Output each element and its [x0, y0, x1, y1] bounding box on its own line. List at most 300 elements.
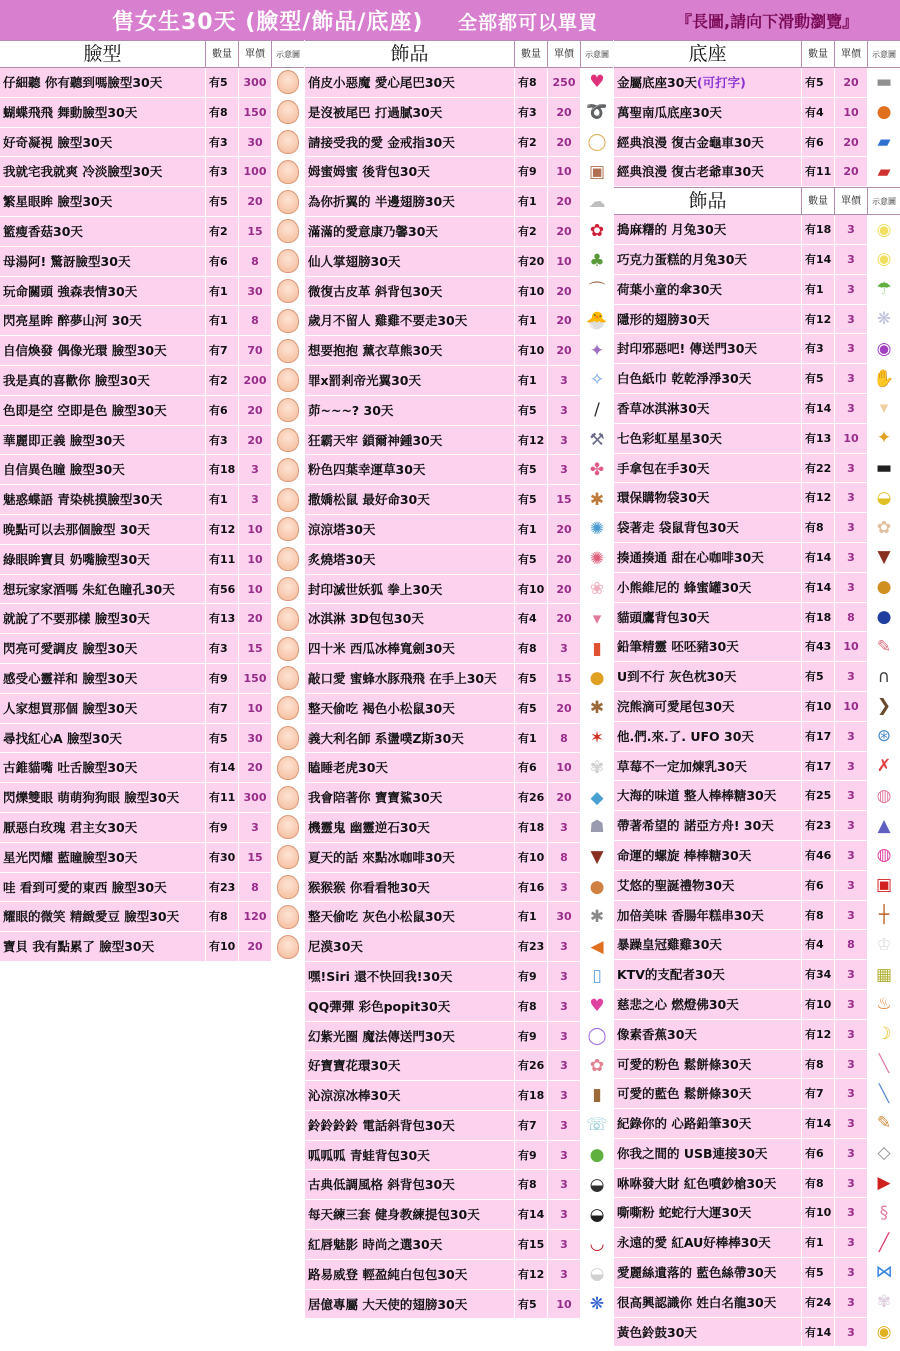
table-row[interactable] [0, 604, 304, 634]
base-table [614, 40, 900, 1347]
item-qty: 有14 [802, 543, 835, 572]
table-row[interactable] [305, 694, 613, 724]
table-row[interactable] [614, 1288, 900, 1318]
item-qty: 有4 [802, 930, 835, 959]
item-preview [272, 664, 304, 693]
item-price: 8 [835, 603, 868, 632]
table-row[interactable] [305, 932, 613, 962]
item-qty: 有1 [206, 485, 239, 514]
item-name [305, 1051, 515, 1080]
table-row[interactable] [0, 157, 304, 187]
item-price: 120 [239, 902, 272, 931]
item-preview [581, 485, 613, 514]
table-row[interactable] [305, 1022, 613, 1052]
item-name-text: 荷葉小童的傘30天 [617, 281, 722, 297]
table-row[interactable] [614, 930, 900, 960]
face-icon [277, 607, 299, 631]
item-price: 3 [239, 455, 272, 484]
item-qty: 有6 [206, 247, 239, 276]
table-row[interactable] [614, 305, 900, 335]
item-name [305, 1290, 515, 1319]
table-row[interactable] [305, 604, 613, 634]
table-row[interactable] [614, 811, 900, 841]
wing-icon: ✧ [589, 370, 605, 391]
item-qty: 有10 [515, 575, 548, 604]
item-name-text: 閃爍雙眼 萌萌狗狗眼 臉型30天 [3, 790, 180, 806]
table-row[interactable] [305, 1200, 613, 1230]
item-name [0, 813, 206, 842]
accessory-table-header [305, 40, 613, 68]
ufo-icon: ⊛ [876, 726, 892, 747]
item-name-text: 貓頭鷹背包30天 [617, 609, 710, 625]
table-row[interactable] [614, 990, 900, 1020]
table-row[interactable] [614, 334, 900, 364]
table-row[interactable] [614, 960, 900, 990]
item-preview [272, 485, 304, 514]
table-row[interactable] [0, 128, 304, 158]
face-icon [277, 577, 299, 601]
item-name-text: 紅唇魅影 時尚之選30天 [308, 1237, 443, 1253]
item-name-text: 撒嬌松鼠 最好命30天 [308, 492, 430, 508]
item-preview [581, 396, 613, 425]
item-price: 10 [239, 515, 272, 544]
table-row[interactable] [614, 157, 900, 187]
qty-header: 數量 [206, 41, 239, 67]
table-row[interactable] [305, 664, 613, 694]
item-name-text: 炙燒塔30天 [308, 551, 376, 567]
table-row[interactable] [0, 455, 304, 485]
item-qty: 有17 [802, 722, 835, 751]
table-row[interactable] [305, 217, 613, 247]
table-row[interactable] [305, 455, 613, 485]
item-name [305, 455, 515, 484]
item-name [305, 1141, 515, 1170]
table-row[interactable] [305, 366, 613, 396]
table-row[interactable] [614, 1109, 900, 1139]
table-row[interactable] [305, 1170, 613, 1200]
table-row[interactable] [0, 575, 304, 605]
table-row[interactable] [305, 902, 613, 932]
face-icon [277, 875, 299, 899]
item-name-text: 帶著希望的 諾亞方舟! 30天 [617, 818, 774, 834]
item-name [305, 575, 515, 604]
item-price: 3 [548, 962, 581, 991]
item-qty: 有9 [206, 664, 239, 693]
item-name-text: 瞌睡老虎30天 [308, 760, 388, 776]
item-name-text: 沁涼涼冰棒30天 [308, 1088, 401, 1104]
preview-header: 示意圖 [872, 50, 896, 59]
table-row[interactable] [614, 901, 900, 931]
item-price: 15 [548, 485, 581, 514]
table-row[interactable] [305, 515, 613, 545]
item-price: 15 [239, 843, 272, 872]
table-row[interactable] [305, 634, 613, 664]
table-row[interactable] [614, 483, 900, 513]
table-row[interactable] [0, 545, 304, 575]
item-preview [581, 902, 613, 931]
table-row[interactable] [0, 515, 304, 545]
item-name [614, 662, 802, 691]
item-qty: 有3 [515, 98, 548, 127]
item-price: 3 [835, 901, 868, 930]
table-row[interactable] [305, 1260, 613, 1290]
item-name [614, 128, 802, 157]
item-preview [581, 98, 613, 127]
item-name-text: 封印滅世妖狐 拳上30天 [308, 581, 443, 597]
table-row[interactable] [305, 68, 613, 98]
pencil-icon: ✎ [876, 1113, 892, 1134]
item-qty: 有9 [206, 813, 239, 842]
table-row[interactable] [614, 603, 900, 633]
table-row[interactable] [0, 753, 304, 783]
item-price: 3 [835, 1050, 868, 1079]
table-row[interactable] [305, 575, 613, 605]
table-row[interactable] [0, 98, 304, 128]
item-name [0, 724, 206, 753]
item-price: 150 [239, 98, 272, 127]
item-name-text: 厭惡白玫瑰 君主女30天 [3, 819, 138, 835]
table-row[interactable] [614, 1050, 900, 1080]
item-name-text: 請接受我的愛 金戒指30天 [308, 134, 455, 150]
table-row[interactable] [305, 426, 613, 456]
table-row[interactable] [305, 1141, 613, 1171]
table-row[interactable] [614, 215, 900, 245]
table-row[interactable] [0, 843, 304, 873]
item-qty: 有8 [515, 68, 548, 97]
bag-icon: ⌒ [588, 280, 606, 301]
table-row[interactable] [0, 306, 304, 336]
item-name [614, 1258, 802, 1287]
table-row[interactable] [305, 336, 613, 366]
table-row[interactable] [305, 1230, 613, 1260]
table-row[interactable] [305, 992, 613, 1022]
table-row[interactable] [0, 634, 304, 664]
face-icon [277, 368, 299, 392]
table-row[interactable] [305, 753, 613, 783]
table-row[interactable] [0, 485, 304, 515]
table-row[interactable] [305, 306, 613, 336]
item-name [614, 722, 802, 751]
item-name-text: 母湯阿! 驚訝臉型30天 [3, 253, 131, 269]
accessory-table-2-title: 飾品 [614, 188, 802, 214]
table-row[interactable] [614, 632, 900, 662]
item-qty: 有10 [515, 336, 548, 365]
table-row[interactable] [0, 873, 304, 903]
item-name [614, 483, 802, 512]
item-name-text: 暴躁皇冠雞雞30天 [617, 937, 722, 953]
table-row[interactable] [0, 813, 304, 843]
table-row[interactable] [614, 98, 900, 128]
item-qty: 有8 [515, 1170, 548, 1199]
item-name [614, 305, 802, 334]
item-qty: 有7 [802, 1079, 835, 1108]
table-row[interactable] [614, 1228, 900, 1258]
rainbow-star-icon: ✦ [876, 428, 892, 449]
table-row[interactable] [305, 157, 613, 187]
item-qty: 有12 [802, 1020, 835, 1049]
table-row[interactable] [614, 424, 900, 454]
item-name [0, 68, 206, 97]
item-name [614, 215, 802, 244]
item-qty: 有8 [802, 901, 835, 930]
table-row[interactable] [614, 662, 900, 692]
item-preview [272, 455, 304, 484]
portal-icon: ◉ [876, 338, 892, 359]
item-qty: 有1 [515, 724, 548, 753]
item-name-text: 閃亮星眸 醉夢山河 30天 [3, 313, 142, 329]
table-row[interactable] [305, 98, 613, 128]
table-row[interactable] [0, 366, 304, 396]
item-price: 3 [835, 245, 868, 274]
item-name-text: 猴猴猴 你看看牠30天 [308, 879, 430, 895]
item-qty: 有3 [206, 157, 239, 186]
table-row[interactable] [614, 692, 900, 722]
item-price: 3 [548, 1051, 581, 1080]
table-row[interactable] [614, 128, 900, 158]
item-price: 300 [239, 783, 272, 812]
table-row[interactable] [305, 545, 613, 575]
item-name-text: 白色紙巾 乾乾淨淨30天 [617, 371, 752, 387]
item-price: 10 [239, 694, 272, 723]
item-name-text: 七色彩虹星星30天 [617, 430, 722, 446]
table-row[interactable] [614, 245, 900, 275]
table-row[interactable] [614, 394, 900, 424]
table-row[interactable] [614, 543, 900, 573]
item-qty: 有1 [206, 277, 239, 306]
table-row[interactable] [0, 68, 304, 98]
item-qty: 有2 [206, 366, 239, 395]
table-row[interactable] [614, 1318, 900, 1348]
waffle-stick-icon: ╲ [878, 1053, 890, 1074]
table-row[interactable] [305, 843, 613, 873]
car-icon: ▰ [877, 161, 891, 182]
item-qty: 有4 [515, 604, 548, 633]
popsicle-icon: ▮ [592, 1085, 602, 1106]
face-icon [277, 309, 299, 333]
item-name-text: 呱呱呱 青蛙背包30天 [308, 1147, 430, 1163]
table-row[interactable] [614, 1020, 900, 1050]
table-row[interactable] [614, 275, 900, 305]
item-name-text: 大海的味道 整人棒棒糖30天 [617, 788, 777, 804]
item-preview [868, 841, 900, 870]
item-price: 10 [548, 157, 581, 186]
item-name [0, 545, 206, 574]
table-row[interactable] [305, 485, 613, 515]
item-price: 3 [835, 1258, 868, 1287]
chicken-icon: 🐣 [586, 310, 608, 331]
item-qty: 有8 [515, 992, 548, 1021]
item-price: 3 [835, 1139, 868, 1168]
item-name [305, 664, 515, 693]
item-qty: 有2 [206, 217, 239, 246]
table-row[interactable] [0, 932, 304, 962]
item-name-text: 想要抱抱 薰衣草熊30天 [308, 343, 443, 359]
item-price: 20 [548, 515, 581, 544]
item-qty: 有5 [515, 1290, 548, 1319]
face-icon [277, 130, 299, 154]
preview-header: 示意圖 [276, 50, 300, 59]
table-row[interactable] [614, 781, 900, 811]
table-row[interactable] [305, 187, 613, 217]
table-row[interactable] [305, 962, 613, 992]
table-row[interactable] [614, 364, 900, 394]
item-name-text: 滿滿的愛意康乃馨30天 [308, 223, 438, 239]
table-row[interactable] [0, 187, 304, 217]
table-row[interactable] [0, 426, 304, 456]
table-row[interactable] [614, 1198, 900, 1228]
item-preview [581, 68, 613, 97]
item-qty: 有1 [802, 275, 835, 304]
table-row[interactable] [305, 247, 613, 277]
table-row[interactable] [0, 336, 304, 366]
item-preview [868, 632, 900, 661]
item-qty: 有22 [802, 454, 835, 483]
item-name-text: 愛麗絲遺落的 藍色絲帶30天 [617, 1265, 777, 1281]
clover-icon: ✤ [589, 459, 605, 480]
table-row[interactable] [614, 454, 900, 484]
item-preview [868, 98, 900, 127]
item-preview [272, 306, 304, 335]
table-row[interactable] [614, 722, 900, 752]
item-name-text: 經典浪漫 復古老爺車30天 [617, 164, 764, 180]
item-qty: 有18 [515, 1081, 548, 1110]
item-preview [581, 1141, 613, 1170]
item-qty: 有11 [206, 545, 239, 574]
item-name-text: 咻咻發大財 紅色噴鈔槍30天 [617, 1175, 777, 1191]
table-row[interactable] [305, 1081, 613, 1111]
pig-icon: ✎ [876, 636, 892, 657]
table-row[interactable] [0, 724, 304, 754]
item-price: 20 [548, 575, 581, 604]
item-price: 20 [548, 277, 581, 306]
table-row[interactable] [614, 752, 900, 782]
table-row[interactable] [305, 1111, 613, 1141]
item-name-text: 命運的螺旋 棒棒糖30天 [617, 847, 752, 863]
wing-icon: ❋ [589, 1294, 605, 1315]
item-name [305, 1230, 515, 1259]
item-preview [581, 634, 613, 663]
item-price: 10 [835, 632, 868, 661]
item-name [305, 902, 515, 931]
item-preview [868, 603, 900, 632]
item-price: 8 [548, 724, 581, 753]
item-name-text: 可愛的粉色 鬆餅條30天 [617, 1056, 752, 1072]
face-icon [277, 517, 299, 541]
table-row[interactable] [305, 783, 613, 813]
table-row[interactable] [305, 1290, 613, 1320]
table-row[interactable] [0, 247, 304, 277]
item-price: 8 [239, 247, 272, 276]
table-row[interactable] [0, 277, 304, 307]
item-name-text: 嘿!Siri 還不快回我!30天 [308, 968, 453, 984]
usb-icon: ◇ [877, 1143, 891, 1164]
item-qty: 有10 [802, 1198, 835, 1227]
table-row[interactable] [0, 783, 304, 813]
price-header: 單價 [835, 188, 868, 214]
item-name-text: 尼漠30天 [308, 939, 363, 955]
item-preview [868, 483, 900, 512]
kangaroo-icon: ✿ [876, 517, 892, 538]
item-qty: 有26 [515, 1051, 548, 1080]
lips-icon: ◡ [589, 1234, 605, 1255]
table-row[interactable] [614, 1258, 900, 1288]
table-row[interactable] [614, 841, 900, 871]
table-row[interactable] [614, 1079, 900, 1109]
table-row[interactable] [614, 1169, 900, 1199]
item-preview [868, 930, 900, 959]
table-row[interactable] [0, 396, 304, 426]
table-row[interactable] [614, 513, 900, 543]
table-row[interactable] [614, 68, 900, 98]
shopping-bag-icon: ◒ [876, 487, 892, 508]
table-row[interactable] [0, 694, 304, 724]
ribbon-icon: ⋈ [875, 1262, 893, 1283]
item-preview [581, 366, 613, 395]
item-qty: 有2 [515, 128, 548, 157]
item-qty: 有13 [802, 424, 835, 453]
base-rows [614, 68, 900, 187]
item-preview [581, 128, 613, 157]
icecream-icon: ▾ [592, 608, 602, 629]
table-row[interactable] [305, 1051, 613, 1081]
item-preview [868, 871, 900, 900]
item-preview [272, 157, 304, 186]
face-icon [277, 666, 299, 690]
item-name [0, 753, 206, 782]
preview-header: 示意圖 [872, 197, 896, 207]
item-qty: 有12 [515, 1260, 548, 1289]
price-header: 單價 [835, 41, 868, 67]
table-row[interactable] [305, 128, 613, 158]
table-row[interactable] [614, 573, 900, 603]
item-name [614, 603, 802, 632]
table-row[interactable] [0, 217, 304, 247]
item-name-text: 艾悠的聖誕禮物30天 [617, 877, 735, 893]
table-row[interactable] [305, 813, 613, 843]
table-row[interactable] [614, 1139, 900, 1169]
table-row[interactable] [305, 396, 613, 426]
item-name-text: 居億專屬 大天使的翅膀30天 [308, 1296, 468, 1312]
item-qty: 有7 [206, 694, 239, 723]
table-row[interactable] [614, 871, 900, 901]
tiger-icon: ✾ [589, 757, 605, 778]
item-name [305, 68, 515, 97]
table-row[interactable] [0, 664, 304, 694]
item-qty: 有5 [515, 664, 548, 693]
item-qty: 有14 [802, 394, 835, 423]
item-preview [272, 873, 304, 902]
item-name-text: 仔細聽 你有聽到嗎臉型30天 [3, 75, 163, 90]
item-name [0, 902, 206, 931]
item-name-text: 好寶寶花環30天 [308, 1058, 401, 1074]
table-row[interactable] [305, 277, 613, 307]
table-row[interactable] [305, 873, 613, 903]
item-qty: 有3 [206, 426, 239, 455]
item-name [0, 247, 206, 276]
table-row[interactable] [0, 902, 304, 932]
item-qty: 有8 [802, 1169, 835, 1198]
item-name [305, 157, 515, 186]
item-name-text: 慈悲之心 燃燈佛30天 [617, 996, 739, 1012]
carnation-icon: ✿ [589, 221, 605, 242]
table-row[interactable] [305, 724, 613, 754]
face-table [0, 40, 304, 962]
item-preview [581, 873, 613, 902]
item-preview [581, 1081, 613, 1110]
item-price: 300 [239, 68, 272, 97]
item-price: 8 [548, 843, 581, 872]
item-price: 200 [239, 366, 272, 395]
